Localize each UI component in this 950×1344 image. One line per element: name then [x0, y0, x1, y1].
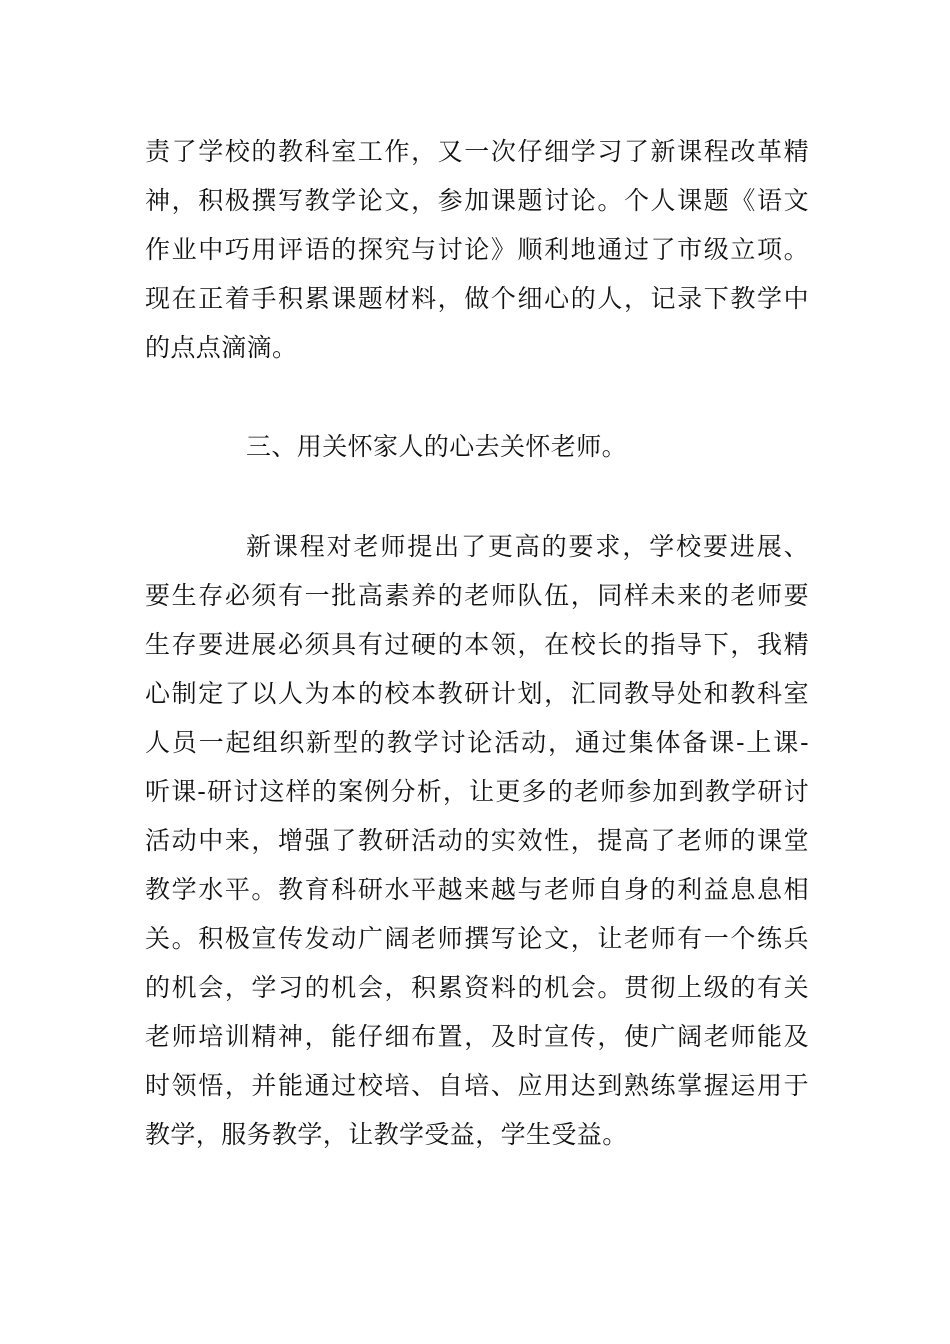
text-line: 要生存必须有一批高素养的老师队伍，同样未来的老师要 — [145, 581, 809, 610]
text-line: 人员一起组织新型的教学讨论活动，通过集体备课-上课- — [145, 728, 809, 757]
text-line: 的点点滴滴。 — [145, 333, 298, 362]
text-line: 新课程对老师提出了更高的要求，学校要进展、 — [246, 532, 809, 561]
text-line: 的机会，学习的机会，积累资料的机会。贯彻上级的有关 — [145, 973, 809, 1002]
text-line: 老师培训精神，能仔细布置，及时宣传，使广阔老师能及 — [145, 1022, 809, 1051]
section-heading-3 — [145, 422, 809, 471]
text-line: 听课-研讨这样的案例分析，让更多的老师参加到教学研讨 — [145, 777, 809, 806]
text-line: 教学水平。教育科研水平越来越与老师自身的利益息息相 — [145, 875, 809, 904]
text-line: 活动中来，增强了教研活动的实效性，提高了老师的课堂 — [145, 826, 809, 855]
text-line: 关。积极宣传发动广阔老师撰写论文，让老师有一个练兵 — [145, 924, 809, 953]
paragraph-teacher-care — [145, 522, 809, 1159]
section-heading-text: 三、用关怀家人的心去关怀老师。 — [246, 432, 628, 461]
text-line: 作业中巧用评语的探究与讨论》顺利地通过了市级立项。 — [145, 235, 809, 264]
text-line: 生存要进展必须具有过硬的本领，在校长的指导下，我精 — [145, 630, 809, 659]
text-line: 心制定了以人为本的校本教研计划，汇同教导处和教科室 — [145, 679, 809, 708]
text-line: 神，积极撰写教学论文，参加课题讨论。个人课题《语文 — [145, 186, 809, 215]
text-line: 责了学校的教科室工作，又一次仔细学习了新课程改革精 — [145, 137, 809, 166]
text-line: 时领悟，并能通过校培、自培、应用达到熟练掌握运用于 — [145, 1071, 809, 1100]
paragraph-research-work — [145, 127, 809, 372]
text-line: 教学，服务教学，让教学受益，学生受益。 — [145, 1120, 628, 1149]
text-line: 现在正着手积累课题材料，做个细心的人，记录下教学中 — [145, 284, 809, 313]
